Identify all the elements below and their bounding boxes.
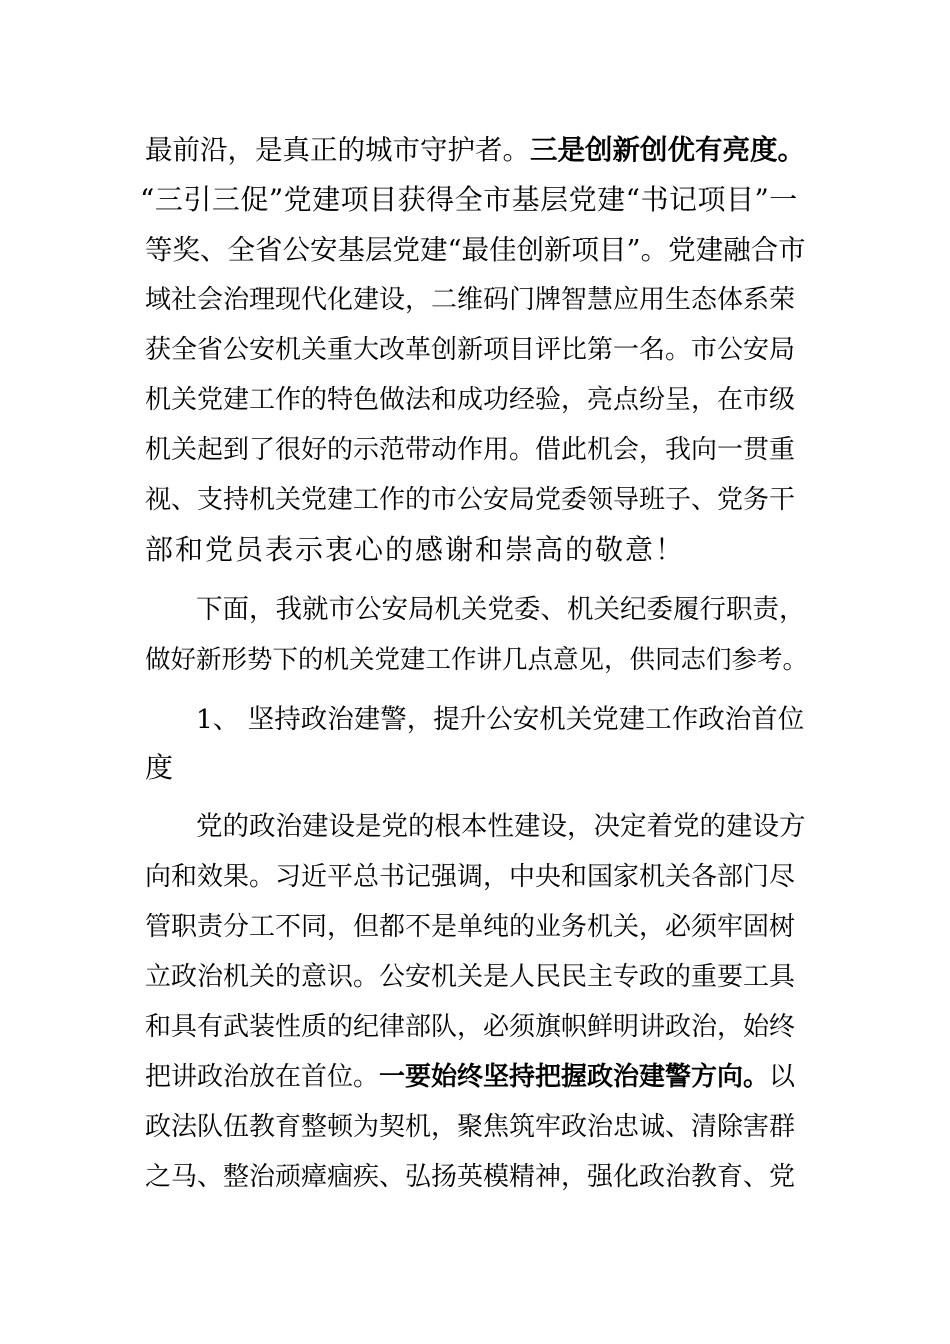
text-run: 管职责分工不同，但都不是单纯的业务机关，必须牢固树: [145, 912, 796, 942]
bold-run: 一要始终坚持把握政治建警方向。: [379, 1062, 770, 1092]
text-run: 机关党建工作的特色做法和成功经验，亮点纷呈，在市级: [145, 385, 796, 415]
text-run: 获全省公安机关重大改革创新项目评比第一名。市公安局: [145, 335, 796, 365]
text-run: 等奖、全省公安基层党建“最佳创新项目”。党建融合市: [145, 234, 806, 266]
text-run: 以: [769, 1062, 796, 1092]
text-line: [145, 280, 805, 320]
text-run: 做好新形势下的机关党建工作讲几点意见，供同志们参考。: [145, 645, 809, 675]
text-line: [145, 857, 805, 897]
text-run: 部和党员表示衷心的感谢和崇高的敬意！: [145, 533, 686, 566]
text-line: [145, 480, 805, 520]
text-run: 立政治机关的意识。公安机关是人民民主专政的重要工具: [145, 962, 796, 992]
text-line: [145, 230, 805, 270]
text-run: 最前沿，是真正的城市守护者。: [145, 134, 530, 166]
text-run: 下面，我就市公安局机关党委、机关纪委履行职责，: [196, 594, 806, 625]
text-line: [145, 907, 805, 947]
text-line: [140, 180, 800, 220]
text-run: 域社会治理现代化建设，二维码门牌智慧应用生态体系荣: [145, 285, 796, 315]
text-line: [145, 640, 810, 680]
text-run: 和具有武装性质的纪律部队，必须旗帜鲜明讲政治，始终: [145, 1012, 796, 1042]
text-line: [196, 700, 806, 740]
text-run: 之马、整治顽瘴痼疾、弘扬英模精神，强化政治教育、党: [145, 1162, 796, 1192]
text-run: 视、支持机关党建工作的市公安局党委领导班子、党务干: [145, 485, 796, 515]
text-line: [145, 530, 805, 570]
text-line: [196, 590, 806, 630]
text-line: [145, 380, 805, 420]
text-run: 度: [145, 751, 176, 784]
bold-run: 三是创新创优有亮度。: [530, 134, 805, 166]
text-line: [145, 130, 805, 170]
text-run: 党的政治建设是党的根本性建设，决定着党的建设方: [196, 811, 806, 842]
text-run: 机关起到了很好的示范带动作用。借此机会，我向一贯重: [145, 435, 796, 465]
text-line: [145, 430, 805, 470]
text-line: [145, 1057, 805, 1097]
text-line: [145, 957, 805, 997]
text-run: 政法队伍教育整顿为契机，聚焦筑牢政治忠诚、清除害群: [145, 1112, 796, 1142]
text-line: [196, 807, 806, 847]
text-run: “三引三促”党建项目获得全市基层党建“书记项目”一: [140, 183, 798, 216]
text-run: 把讲政治放在首位。: [145, 1062, 380, 1092]
text-line: [145, 1107, 805, 1147]
text-run: 1、 坚持政治建警，提升公安机关党建工作政治首位: [196, 704, 805, 735]
text-line: [145, 1007, 805, 1047]
text-line: [145, 1157, 805, 1197]
text-run: 向和效果。习近平总书记强调，中央和国家机关各部门尽: [145, 862, 796, 892]
text-line: [145, 748, 805, 788]
text-line: [145, 330, 805, 370]
